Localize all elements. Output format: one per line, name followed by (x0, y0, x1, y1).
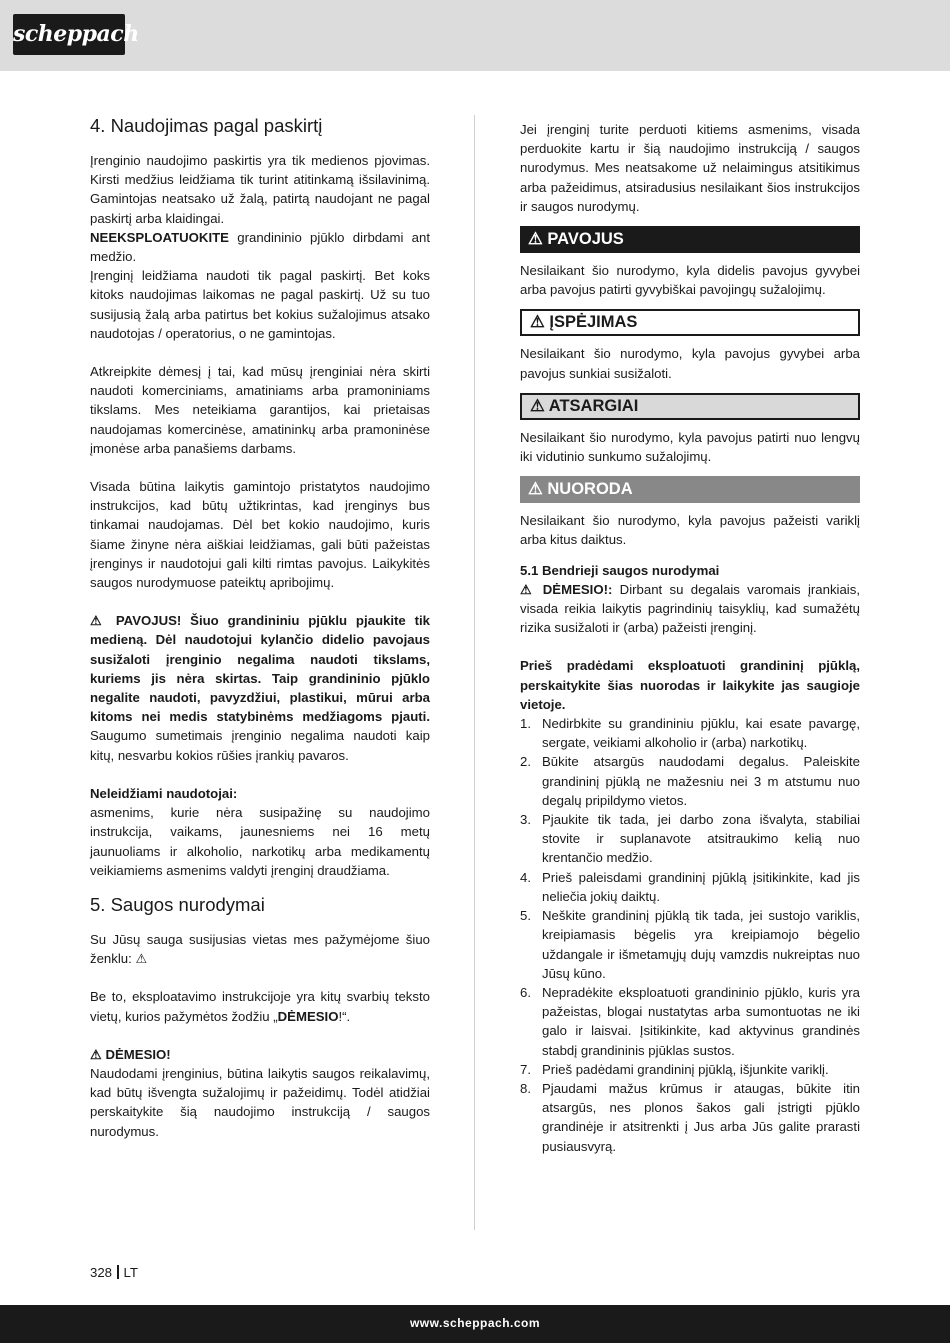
section-heading-4: 4. Naudojimas pagal paskirtį (90, 115, 323, 136)
section-heading-5: 5. Saugos nurodymai (90, 893, 265, 915)
paragraph: Naudodami įrenginius, būtina laikytis saugos reikalavimų, kad būtų išvengta sužalojimų ir pažeidimų. Todėl atidžiai perskaitykite šią naudojimo instrukciją / saugos nurodymus. (90, 1065, 430, 1139)
subheading: Neleidžiami naudotojai: (90, 785, 238, 801)
right-column (520, 120, 860, 1156)
danger-label: ⚠ PAVOJUS (520, 226, 860, 253)
bold-paragraph: Prieš pradėdami eksploatuoti grandininį pjūklą, perskaitykite šias nuorodas ir laikykite jas saugioje vietoje. (520, 658, 860, 712)
list-item (520, 714, 860, 752)
paragraph: Nesilaikant šio nurodymo, kyla pavojus gyvybei arba pavojus sunkiai susižaloti. (520, 346, 860, 381)
brand-logo: scheppach (13, 14, 125, 55)
list-number: 8. (520, 1080, 531, 1096)
caution-label: ⚠ ATSARGIAI (520, 393, 860, 420)
text: Saugumo sumetimais įrenginio negalima naudoti kaip kitų, nesvarbu kokios rūšies įrankių pavaros. (90, 728, 430, 763)
list-number: 3. (520, 812, 531, 828)
page-number (90, 1265, 138, 1280)
list-number: 2. (520, 754, 531, 770)
paragraph: Nesilaikant šio nurodymo, kyla pavojus patirti nuo lengvų iki vidutinio sunkumo sužalojimų. (520, 429, 860, 465)
list-text: Neškite grandininį pjūklą tik tada, jei sustojo variklis, kreipiamasis bėgelis yra kreipiamojo bėgelio uždangale ir išmetamųjų dujų vamzdis nukreiptas nuo Jūsų kūno. (542, 908, 860, 981)
left-column (90, 112, 430, 1141)
list-item (520, 868, 860, 906)
list-text: Nepradėkite eksploatuoti grandininio pjūklo, kuris yra pažeistas, blogai nustatytas arba sumontuotas ne iki galo ir laisvai. Įsitikinkite, kad aktyvinus grandinės stabdį grandininis pjūklas sustos. (542, 984, 860, 1058)
page-header (0, 0, 950, 71)
list-text: Pjaudami mažus krūmus ir ataugas, būkite itin atsargūs, nes plonos šakos gali įstrigti pjūklo grandinėje ir atsitrenkti į Jus arba Jūs galite prarasti pusiausvyrą. (542, 1080, 860, 1154)
subheading: 5.1 Bendrieji saugos nurodymai (520, 562, 720, 578)
text: Dirbant su degalais varomais įrankiais, visada reikia laikytis pagrindinių taisyklių, kad sumažėtų rizika susižaloti ir (arba) pažeisti įrenginį. (520, 581, 860, 636)
notice-label: ⚠ NUORODA (520, 476, 860, 503)
paragraph: Nesilaikant šio nurodymo, kyla didelis pavojus gyvybei arba pavojus patirti gyvybiškai pavojingų sužalojimų. (520, 263, 860, 298)
paragraph (90, 987, 430, 1025)
language-code: LT (123, 1265, 138, 1280)
list-item (520, 810, 860, 868)
bold-text: DĖMESIO (277, 1008, 339, 1024)
subheading: ⚠ DĖMESIO! (90, 1046, 171, 1062)
paragraph: Įrenginį leidžiama naudoti tik pagal paskirtį. Bet koks kitoks naudojimas laikomas ne pagal paskirtį. Už su tuo susijusią žalą arba patirtus bet kokius sužalojimus atsako naudotojas / operatorius, o ne gamintojas. (90, 268, 430, 341)
list-item (520, 1060, 860, 1079)
list-text: Būkite atsargūs naudodami degalus. Paleiskite grandininį pjūklą ne mažesniu nei 3 m atstumu nuo degalų pripildymo vietos. (542, 754, 860, 808)
paragraph (520, 580, 860, 638)
paragraph: Nesilaikant šio nurodymo, kyla pavojus pažeisti variklį arba kitus daiktus. (520, 513, 860, 548)
list-number: 6. (520, 984, 531, 1000)
list-number: 1. (520, 716, 531, 732)
list-text: Prieš paleisdami grandininį pjūklą įsitikinkite, kad jis neliečia jokių daiktų. (542, 869, 860, 904)
website-link[interactable]: www.scheppach.com (409, 1316, 541, 1330)
list-text: Prieš padėdami grandininį pjūklą, išjunkite variklį. (542, 1061, 829, 1077)
paragraph: Jei įrenginį turite perduoti kitiems asmenims, visada perduokite kartu ir šią naudojimo instrukciją / saugos nurodymus. Mes neatsakome už nelaimingus atsitikimus arba pažeidimus, atsiradusius nesilaikant šios instrukcijos ir saugos nurodymų. (520, 122, 860, 214)
paragraph: Su Jūsų sauga susijusias vietas mes pažymėjome šiuo ženklu: ⚠ (90, 931, 430, 967)
column-divider (474, 115, 475, 1230)
list-text: Pjaukite tik tada, jei darbo zona išvalyta, stabiliai stovite ir suplanavote atsitraukimo kelią nuo krentančio medžio. (542, 812, 860, 866)
list-item (520, 983, 860, 1060)
list-number: 5. (520, 908, 531, 924)
separator (117, 1265, 119, 1279)
footer-bar (0, 1305, 950, 1343)
paragraph: asmenims, kurie nėra susipažinę su naudojimo instrukcija, vaikams, jaunesniems nei 16 metų jaunuoliams ir alkoholio, narkotikų arba medikamentų veikiamiems asmenims valdyti įrenginį draudžiama. (90, 805, 430, 878)
list-number: 7. (520, 1061, 531, 1077)
paragraph: Įrenginio naudojimo paskirtis yra tik medienos pjovimas. Kirsti medžius leidžiama tik turint atitinkamą išsilavinimą. Gamintojas neatsako už žalą, patirtą naudojant ne pagal paskirtį arba klaidingai. (90, 153, 430, 226)
warning-label: ⚠ ĮSPĖJIMAS (520, 309, 860, 336)
danger-paragraph (90, 611, 430, 765)
safety-list (520, 714, 860, 1156)
bold-text: ⚠ DĖMESIO!: (520, 581, 613, 597)
page-number-value: 328 (90, 1265, 113, 1280)
text: grandininio pjūklo dirbdami ant medžio. (90, 229, 430, 265)
list-item (520, 906, 860, 983)
text: Be to, eksploatavimo instrukcijoje yra kitų svarbių teksto vietų, kurios pažymėtos žodžiu „ (90, 989, 430, 1024)
paragraph: Atkreipkite dėmesį į tai, kad mūsų įrenginiai nėra skirti naudoti komerciniams, amatiniams arba pramoniniams tikslams. Mes neteikiama garantijos, kai prietaisas naudojamas komercinėse, amatininkų arba pramoninėse įmonėse arba panašiems darbams. (90, 364, 430, 456)
list-item (520, 1079, 860, 1156)
bold-text: NEEKSPLOATUOKITE (90, 229, 229, 245)
bold-text: ⚠ PAVOJUS! Šiuo grandininiu pjūklu pjaukite tik medieną. Dėl naudotojui kylančio didelio pavojaus susižaloti įrenginio negalima naudoti tikslams, kuriems jis nėra skirtas. Taip grandininio pjūklo negalite naudoti, pavyzdžiui, plastikui, mūrui arba kitoms nei medis statybinėms medžiagoms pjauti. (90, 613, 430, 725)
paragraph (90, 228, 430, 266)
list-text: Nedirbkite su grandininiu pjūklu, kai esate pavargę, sergate, veikiami alkoholio ir (arba) narkotikų. (542, 716, 860, 751)
text: !“. (338, 1008, 351, 1024)
list-number: 4. (520, 869, 531, 885)
paragraph: Visada būtina laikytis gamintojo pristatytos naudojimo instrukcijos, kad būtų užtikrintas, kad įrenginys bus tinkamai naudojamas. Dėl bet kokio naudojimo, kuris šiame žinyne nėra aiškiai leidžiamas, gali būti pažeistas įrenginys ir naudotojui gali kilti rimtas pavojus. Laikykitės saugos nurodymuose pateiktų apribojimų. (90, 479, 430, 591)
list-item (520, 752, 860, 810)
